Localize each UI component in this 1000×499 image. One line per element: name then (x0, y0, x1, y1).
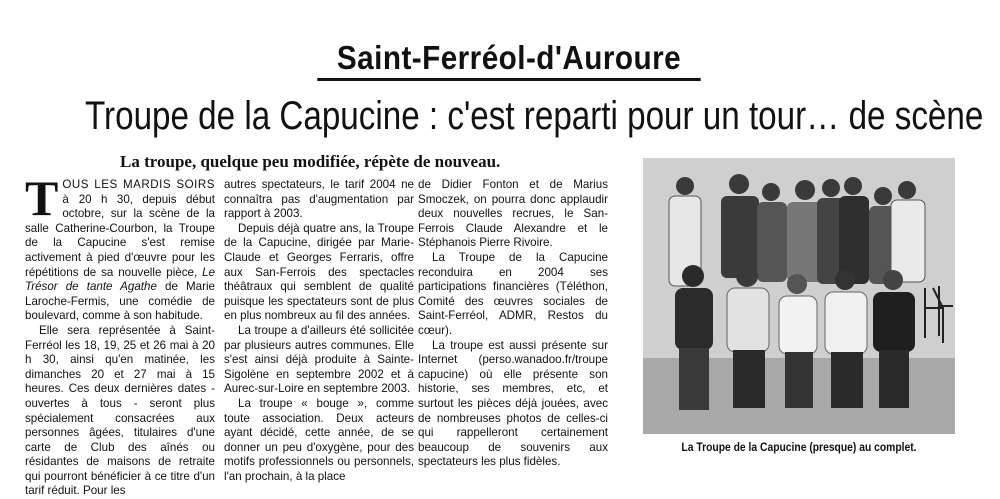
photo-caption: La Troupe de la Capucine (presque) au complet. (681, 440, 917, 454)
paragraph (25, 170, 215, 324)
group-photo-illustration (643, 158, 955, 434)
article-headline: Troupe de la Capucine : c'est reparti pour un tour… de scène (85, 94, 984, 138)
paragraph: Elle sera représentée à Saint-Ferréol les 18, 19, 25 et 26 mai à 20 h 30, ainsi qu'en matinée, les dimanches 20 et 27 mai à 15 heures. Ces deux dernières dates - ouvertes à tous - seront plus spécialement consacrées aux personnes âgées, titulaires d'une carte de Club des aînés ou résidantes de maisons de retraite qui pourront bénéficier à ce titre d'un tarif réduit. Pour les (25, 323, 215, 498)
paragraph: La Troupe de la Capucine reconduira en 2004 ses participations financières (Téléthon, Comité des œuvres sociales de Saint-Ferréol, ADMR, Restos du cœur). (418, 250, 608, 337)
town-heading: Saint-Ferréol-d'Auroure (317, 38, 700, 81)
play-title: Le Trésor de tante Agathe (25, 265, 215, 294)
paragraph: La troupe « bouge », comme toute association. Deux acteurs ayant décidé, cette année, de se donner un peu d'oxygène, pour des motifs professionnels ou personnels, l'an prochain, à la place (224, 396, 414, 483)
lead-in: OUS LES MARDIS SOIRS à (62, 178, 215, 206)
paragraph-text: 20 h 30, depuis début octobre, sur la scène de la salle Catherine-Courbon, la Troupe de la Capucine s'est remise activement à pied d'œuvre pour les répétitions de sa nouvelle pièce, (25, 192, 215, 279)
text-column-2 (224, 178, 414, 484)
paragraph-text: de Marie Laroche-Fermis, une comédie de boulevard, comme à son habitude. (25, 280, 215, 323)
paragraph: autres spectateurs, le tarif 2004 ne connaîtra pas d'augmentation par rapport à 2003. (224, 178, 414, 221)
drop-cap: T (25, 170, 59, 226)
text-column-3 (418, 178, 608, 470)
paragraph: de Didier Fonton et de Marius Smoczek, on pourra donc applaudir deux nouvelles recrues, le San-Ferrois Claude Alexandre et le Stéphanois Pierre Rivoire. (418, 178, 608, 250)
group-photo (643, 158, 955, 434)
paragraph: La troupe a d'ailleurs été sollicitée par plusieurs autres communes. Elle s'est ainsi déjà produite à Sainte-Sigolène en septembre 2002 et à Aurec-sur-Loire en septembre 2003. (224, 323, 414, 396)
text-column-1 (25, 170, 215, 499)
paragraph: La troupe est aussi présente sur Internet (perso.wanadoo.fr/troupe capucine) où elle présente son historie, ses membres, etc, et surtout les pièces déjà jouées, avec de nombreuses photos de celles-ci qui rappelleront certainement beaucoup de souvenirs aux spectateurs les plus fidèles. (418, 338, 608, 469)
article-deck: La troupe, quelque peu modifiée, répète de nouveau. (120, 152, 501, 171)
paragraph: Depuis déjà quatre ans, la Troupe de la Capucine, dirigée par Marie-Claude et Georges Ferraris, offre aux San-Ferrois des spectacles théâtraux qui semblent de qualité puisque les spectateurs sont de plus en plus nombreux au fil des années. (224, 221, 414, 323)
